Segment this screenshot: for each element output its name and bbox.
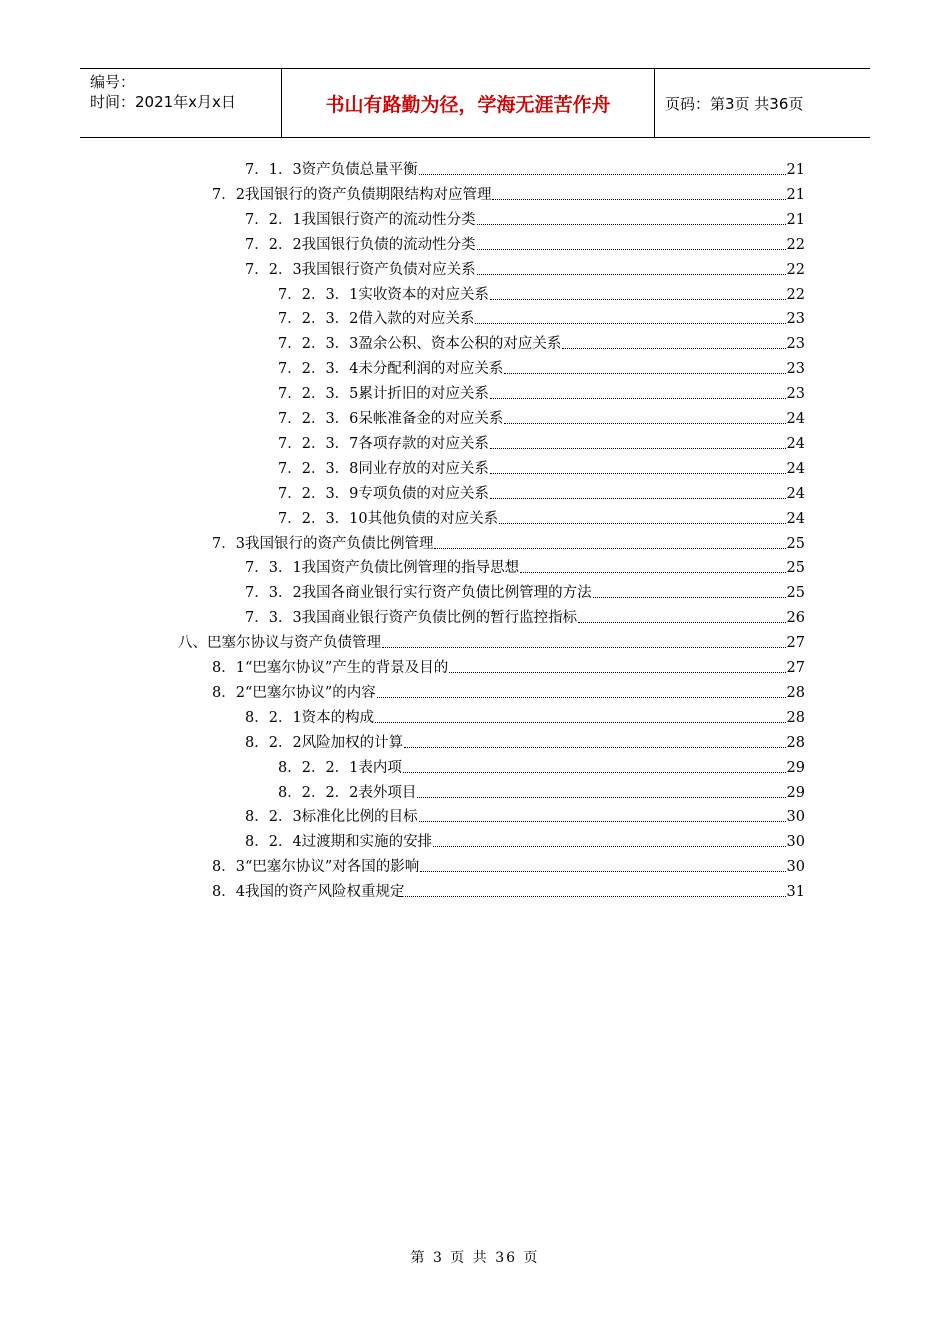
toc-dot-leader — [475, 323, 785, 324]
toc-entry-page-number: 31 — [786, 884, 805, 901]
toc-entry-title: 7．2．3我国银行资产负债对应关系 — [245, 261, 476, 278]
toc-entry-page-number: 24 — [786, 510, 805, 527]
toc-dot-leader — [417, 797, 785, 798]
page-footer: 第 3 页 共 36 页 — [410, 1250, 540, 1266]
toc-entry-title: 7．3．2我国各商业银行实行资产负债比例管理的方法 — [245, 585, 592, 602]
toc-entry-page-number: 21 — [786, 162, 805, 178]
toc-entry[interactable] — [278, 434, 805, 454]
toc-dot-leader — [490, 473, 786, 474]
toc-entry-page-number: 21 — [786, 186, 805, 203]
toc-entry-page-number: 24 — [786, 460, 805, 477]
toc-entry[interactable] — [278, 758, 805, 778]
toc-entry-title: 7．2．3．9专项负债的对应关系 — [278, 485, 489, 502]
toc-entry-page-number: 22 — [786, 286, 805, 303]
toc-dot-leader — [375, 722, 785, 723]
toc-dot-leader — [504, 373, 785, 374]
toc-entry-page-number: 23 — [786, 361, 805, 378]
toc-entry[interactable] — [278, 459, 805, 479]
toc-entry[interactable] — [212, 534, 805, 554]
toc-entry[interactable] — [245, 558, 805, 578]
toc-dot-leader — [490, 448, 786, 449]
toc-entry-title: 8．2“巴塞尔协议”的内容 — [212, 684, 376, 701]
toc-entry-title: 7．2我国银行的资产负债期限结构对应管理 — [212, 186, 492, 203]
toc-dot-leader — [477, 249, 786, 250]
toc-entry-page-number: 23 — [786, 311, 805, 328]
toc-entry-title: 7．1．3资产负债总量平衡 — [245, 162, 418, 178]
toc-entry-page-number: 25 — [786, 535, 805, 552]
toc-entry-page-number: 25 — [786, 560, 805, 577]
toc-entry-page-number: 30 — [786, 859, 805, 876]
toc-entry-title: 8．2．3标准化比例的目标 — [245, 809, 418, 826]
toc-entry-page-number: 24 — [786, 435, 805, 452]
toc-entry-title: 7．3我国银行的资产负债比例管理 — [212, 535, 434, 552]
toc-entry[interactable] — [245, 608, 805, 628]
toc-entry-title: 7．2．2我国银行负债的流动性分类 — [245, 236, 476, 253]
toc-entry-title: 7．2．3．4未分配利润的对应关系 — [278, 361, 504, 378]
toc-entry-page-number: 28 — [786, 734, 805, 751]
toc-entry-page-number: 22 — [786, 261, 805, 278]
toc-entry[interactable] — [245, 210, 805, 230]
toc-entry-page-number: 30 — [786, 809, 805, 826]
toc-entry[interactable] — [212, 658, 805, 678]
document-number-label: 编号： — [90, 73, 136, 91]
toc-entry-title: 7．3．3我国商业银行资产负债比例的暂行监控指标 — [245, 610, 578, 627]
toc-entry-page-number: 28 — [786, 709, 805, 726]
header-page-info: 页码：第3页 共36页 — [665, 94, 804, 113]
toc-entry[interactable] — [245, 708, 805, 728]
toc-entry-title: 7．2．3．1实收资本的对应关系 — [278, 286, 489, 303]
toc-dot-leader — [499, 523, 785, 524]
toc-entry[interactable] — [278, 783, 805, 803]
toc-dot-leader — [562, 348, 785, 349]
toc-entry-title: 8．2．1资本的构成 — [245, 709, 375, 726]
toc-entry[interactable] — [245, 832, 805, 852]
toc-dot-leader — [434, 548, 785, 549]
toc-dot-leader — [490, 498, 786, 499]
toc-dot-leader — [433, 846, 785, 847]
toc-entry-title: 7．2．3．8同业存放的对应关系 — [278, 460, 489, 477]
toc-entry-title: 7．2．1我国银行资产的流动性分类 — [245, 211, 476, 228]
toc-entry[interactable] — [278, 484, 805, 504]
document-time-label: 时间：2021年x月x日 — [90, 93, 236, 111]
toc-dot-leader — [492, 199, 785, 200]
toc-entry[interactable] — [212, 185, 805, 205]
toc-entry[interactable] — [245, 807, 805, 827]
toc-entry[interactable] — [278, 409, 805, 429]
toc-entry[interactable] — [278, 285, 805, 305]
toc-entry-page-number: 24 — [786, 485, 805, 502]
toc-entry[interactable] — [278, 334, 805, 354]
toc-dot-leader — [520, 572, 785, 573]
toc-dot-leader — [403, 772, 786, 773]
toc-dot-leader — [382, 647, 786, 648]
toc-entry[interactable] — [278, 509, 805, 529]
toc-entry[interactable] — [245, 260, 805, 280]
toc-entry-page-number: 27 — [786, 635, 805, 652]
toc-entry-page-number: 29 — [786, 784, 805, 801]
toc-entry-title: 8．1“巴塞尔协议”产生的背景及目的 — [212, 660, 449, 676]
toc-entry-title: 7．2．3．6呆帐准备金的对应关系 — [278, 411, 504, 427]
toc-dot-leader — [490, 299, 786, 300]
toc-entry-title: 8．2．2．2表外项目 — [278, 784, 417, 801]
toc-entry[interactable] — [245, 160, 805, 180]
toc-entry-page-number: 25 — [786, 585, 805, 602]
toc-entry[interactable] — [212, 683, 805, 703]
toc-dot-leader — [420, 871, 785, 872]
toc-entry-page-number: 29 — [786, 759, 805, 776]
toc-dot-leader — [405, 896, 785, 897]
page-header — [80, 68, 870, 138]
toc-entry-title: 8．2．4过渡期和实施的安排 — [245, 834, 433, 851]
toc-entry-page-number: 24 — [786, 411, 805, 427]
toc-entry-title: 7．3．1我国资产负债比例管理的指导思想 — [245, 560, 520, 577]
toc-entry-page-number: 23 — [786, 386, 805, 403]
toc-entry-page-number: 28 — [786, 684, 805, 701]
toc-dot-leader — [377, 697, 786, 698]
header-motto: 书山有路勤为径，学海无涯苦作舟 — [282, 69, 655, 137]
toc-dot-leader — [404, 747, 785, 748]
toc-entry[interactable] — [245, 235, 805, 255]
toc-dot-leader — [504, 423, 785, 424]
toc-entry-title: 8．4我国的资产风险权重规定 — [212, 884, 405, 901]
toc-entry[interactable] — [178, 633, 805, 653]
toc-entry-title: 8．2．2．1表内项 — [278, 759, 402, 776]
toc-dot-leader — [419, 174, 786, 175]
toc-entry[interactable] — [278, 384, 805, 404]
toc-entry-page-number: 23 — [786, 336, 805, 353]
toc-entry[interactable] — [245, 733, 805, 753]
toc-entry-title: 8．2．2风险加权的计算 — [245, 734, 404, 751]
toc-entry-title: 7．2．3．5累计折旧的对应关系 — [278, 386, 489, 403]
toc-entry-title: 7．2．3．3盈余公积、资本公积的对应关系 — [278, 336, 562, 353]
header-meta — [80, 69, 282, 137]
toc-dot-leader — [578, 622, 785, 623]
toc-dot-leader — [593, 597, 786, 598]
toc-entry[interactable] — [278, 359, 805, 379]
toc-entry-title: 7．2．3．7各项存款的对应关系 — [278, 435, 489, 452]
toc-entry-page-number: 26 — [786, 610, 805, 627]
toc-entry-title: 7．2．3．2借入款的对应关系 — [278, 311, 475, 328]
toc-dot-leader — [419, 821, 786, 822]
toc-dot-leader — [449, 672, 785, 673]
toc-entry-title: 八、巴塞尔协议与资产负债管理 — [178, 635, 381, 652]
toc-entry[interactable] — [212, 857, 805, 877]
toc-entry-page-number: 22 — [786, 236, 805, 253]
toc-entry-title: 8．3“巴塞尔协议”对各国的影响 — [212, 859, 420, 876]
toc-dot-leader — [477, 274, 786, 275]
toc-entry-page-number: 27 — [786, 660, 805, 676]
toc-entry[interactable] — [212, 882, 805, 902]
toc-dot-leader — [477, 224, 786, 225]
toc-entry-page-number: 21 — [786, 211, 805, 228]
toc-entry[interactable] — [245, 583, 805, 603]
toc-dot-leader — [490, 398, 786, 399]
toc-entry[interactable] — [278, 309, 805, 329]
toc-entry-title: 7．2．3．10其他负债的对应关系 — [278, 510, 499, 527]
toc-entry-page-number: 30 — [786, 834, 805, 851]
